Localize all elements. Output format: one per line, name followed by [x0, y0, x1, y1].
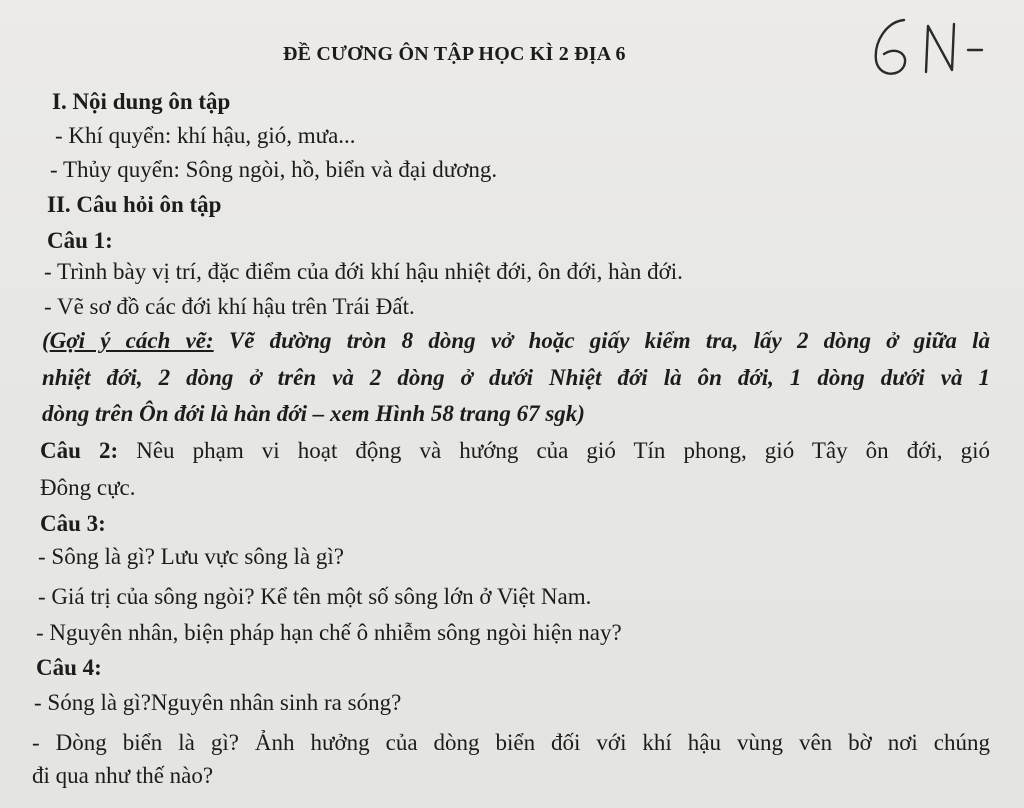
- question3-item-2: - Giá trị của sông ngòi? Kể tên một số sông lớn ở Việt Nam.: [38, 584, 592, 609]
- question1-label: Câu 1:: [47, 228, 113, 253]
- question4-item-2-continued: đi qua như thế nào?: [32, 763, 214, 788]
- question2-line-1: [40, 437, 990, 465]
- document-title: ĐỀ CƯƠNG ÔN TẬP HỌC KÌ 2 ĐỊA 6: [283, 43, 626, 65]
- section1-item-1: - Khí quyển: khí hậu, gió, mưa...: [55, 123, 356, 148]
- question2-text: Nêu phạm vi hoạt động và hướng của gió Tín phong, gió Tây ôn đới, gió: [136, 438, 991, 463]
- question4-label: Câu 4:: [36, 655, 102, 680]
- question3-label: Câu 3:: [40, 511, 106, 536]
- question1-hint-line-1: [42, 327, 990, 355]
- question3-item-1: - Sông là gì? Lưu vực sông là gì?: [38, 544, 344, 569]
- question3-item-3: - Nguyên nhân, biện pháp hạn chế ô nhiễm sông ngòi hiện nay?: [36, 620, 622, 645]
- question1-item-2: - Vẽ sơ đồ các đới khí hậu trên Trái Đất.: [44, 294, 415, 319]
- hint-label: Gợi ý cách vẽ:: [49, 328, 214, 353]
- hint-open-paren: (: [42, 328, 50, 353]
- question1-item-1: - Trình bày vị trí, đặc điểm của đới khí hậu nhiệt đới, ôn đới, hàn đới.: [44, 259, 683, 284]
- section1-item-2: - Thủy quyển: Sông ngòi, hồ, biển và đại dương.: [50, 157, 498, 182]
- section1-heading: I. Nội dung ôn tập: [52, 89, 231, 114]
- question1-hint-line-3: dòng trên Ôn đới là hàn đới – xem Hình 58 trang 67 sgk): [42, 401, 585, 426]
- section2-heading: II. Câu hỏi ôn tập: [47, 192, 222, 217]
- question4-item-2: - Dòng biển là gì? Ảnh hưởng của dòng biển đối với khí hậu vùng vên bờ nơi chúng: [32, 730, 990, 755]
- question2-line-2: Đông cực.: [40, 475, 136, 500]
- question1-hint-line-2: nhiệt đới, 2 dòng ở trên và 2 dòng ở dưới Nhiệt đới là ôn đới, 1 dòng dưới và 1: [42, 365, 990, 390]
- handwritten-note-6n: [864, 6, 1004, 86]
- question4-item-1: - Sóng là gì?Nguyên nhân sinh ra sóng?: [34, 690, 402, 715]
- question2-label: Câu 2:: [40, 438, 119, 463]
- hint-text-1: Vẽ đường tròn 8 dòng vở hoặc giấy kiểm tra, lấy 2 dòng ở giữa là: [228, 328, 990, 353]
